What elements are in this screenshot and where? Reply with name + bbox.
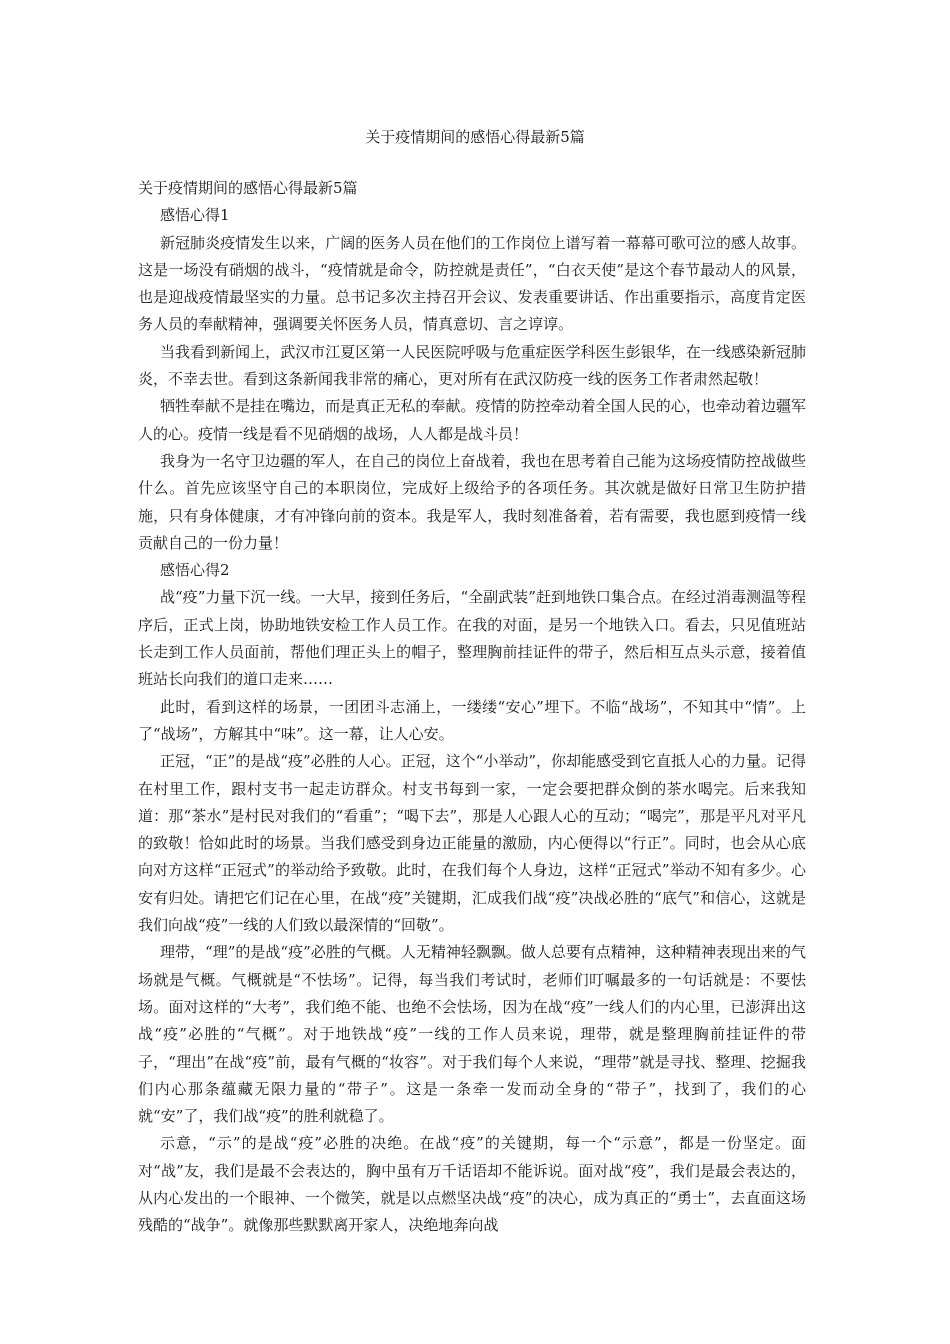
document-body [138, 175, 806, 1240]
body-paragraph: 正冠，“正”的是战“疫”必胜的人心。正冠，这个“小举动”，你却能感受到它直抵人心的力量。记得在村里工作，跟村支书一起走访群众。村支书每到一家，一定会要把群众倒的茶水喝完。后来我知道：那“茶水”是村民对我们的“看重”；“喝下去”，那是人心跟人心的互动；“喝完”，那是平凡对平凡的致敬！恰如此时的场景。当我们感受到身边正能量的激励，内心便得以“行正”。同时，也会从心底向对方这样“正冠式”的举动给予致敬。此时，在我们每个人身边，这样“正冠式”举动不知有多少。心安有归处。请把它们记在心里，在战“疫”关键期，汇成我们战“疫”决战必胜的“底气”和信心，这就是我们向战“疫”一线的人们致以最深情的“回敬”。 [138, 752, 807, 935]
section-heading: 感悟心得2 [160, 561, 230, 580]
body-paragraph: 理带，“理”的是战“疫”必胜的气概。人无精神轻飘飘。做人总要有点精神，这种精神表现出来的气场就是气概。气概就是“不怯场”。记得，每当我们考试时，老师们叮嘱最多的一句话就是：不要怯场。面对这样的“大考”，我们绝不能、也绝不会怯场，因为在战“疫”一线人们的内心里，已澎湃出这战“疫”必胜的“气概”。对于地铁战“疫”一线的工作人员来说，理带，就是整理胸前挂证件的带子，“理出”在战“疫”前，最有气概的“妆容”。对于我们每个人来说，“理带”就是寻找、整理、挖掘我们内心那条蕴藏无限力量的“带子”。这是一条牵一发而动全身的“带子”，找到了，我们的心就“安”了，我们战“疫”的胜利就稳了。 [138, 943, 806, 1126]
page-title: 关于疫情期间的感悟心得最新5篇 [365, 128, 585, 146]
section-heading: 感悟心得1 [160, 206, 230, 225]
body-paragraph: 战“疫”力量下沉一线。一大早，接到任务后，“全副武装”赶到地铁口集合点。在经过消毒测温等程序后，正式上岗，协助地铁安检工作人员工作。在我的对面，是另一个地铁入口。看去，只见值班站长走到工作人员面前，帮他们理正头上的帽子，整理胸前挂证件的带子，然后相互点头示意，接着值班站长向我们的道口走来…… [138, 588, 806, 689]
body-paragraph: 新冠肺炎疫情发生以来，广阔的医务人员在他们的工作岗位上谱写着一幕幕可歌可泣的感人故事。这是一场没有硝烟的战斗，“疫情就是命令，防控就是责任”，“白衣天使”是这个春节最动人的风景，也是迎战疫情最坚实的力量。总书记多次主持召开会议、发表重要讲话、作出重要指示，高度肯定医务人员的奉献精神，强调要关怀医务人员，情真意切、言之谆谆。 [138, 233, 806, 334]
body-paragraph: 当我看到新闻上，武汉市江夏区第一人民医院呼吸与危重症医学科医生彭银华，在一线感染新冠肺炎，不幸去世。看到这条新闻我非常的痛心，更对所有在武汉防疫一线的医务工作者肃然起敬！ [138, 342, 806, 389]
body-paragraph: 牺牲奉献不是挂在嘴边，而是真正无私的奉献。疫情的防控牵动着全国人民的心，也牵动着边疆军人的心。疫情一线是看不见硝烟的战场，人人都是战斗员！ [138, 397, 806, 443]
document-subtitle: 关于疫情期间的感悟心得最新5篇 [138, 179, 358, 197]
body-paragraph: 我身为一名守卫边疆的军人，在自己的岗位上奋战着，我也在思考着自己能为这场疫情防控战做些什么。首先应该坚守自己的本职岗位，完成好上级给予的各项任务。其次就是做好日常卫生防护措施，只有身体健康，才有冲锋向前的资本。我是军人，我时刻准备着，若有需要，我也愿到疫情一线贡献自己的一份力量！ [138, 451, 806, 552]
body-paragraph: 示意，“示”的是战“疫”必胜的决绝。在战“疫”的关键期，每一个“示意”，都是一份坚定。面对“战”友，我们是最不会表达的，胸中虽有万千话语却不能诉说。面对战“疫”，我们是最会表达的，从内心发出的一个眼神、一个微笑，就是以点燃坚决战“疫”的决心，成为真正的“勇士”，去直面这场残酷的“战争”。就像那些默默离开家人，决绝地奔向战 [138, 1134, 806, 1235]
body-paragraph: 此时，看到这样的场景，一团团斗志涌上，一缕缕“安心”埋下。不临“战场”，不知其中“情”。上了“战场”，方解其中“味”。这一幕，让人心安。 [138, 697, 806, 743]
